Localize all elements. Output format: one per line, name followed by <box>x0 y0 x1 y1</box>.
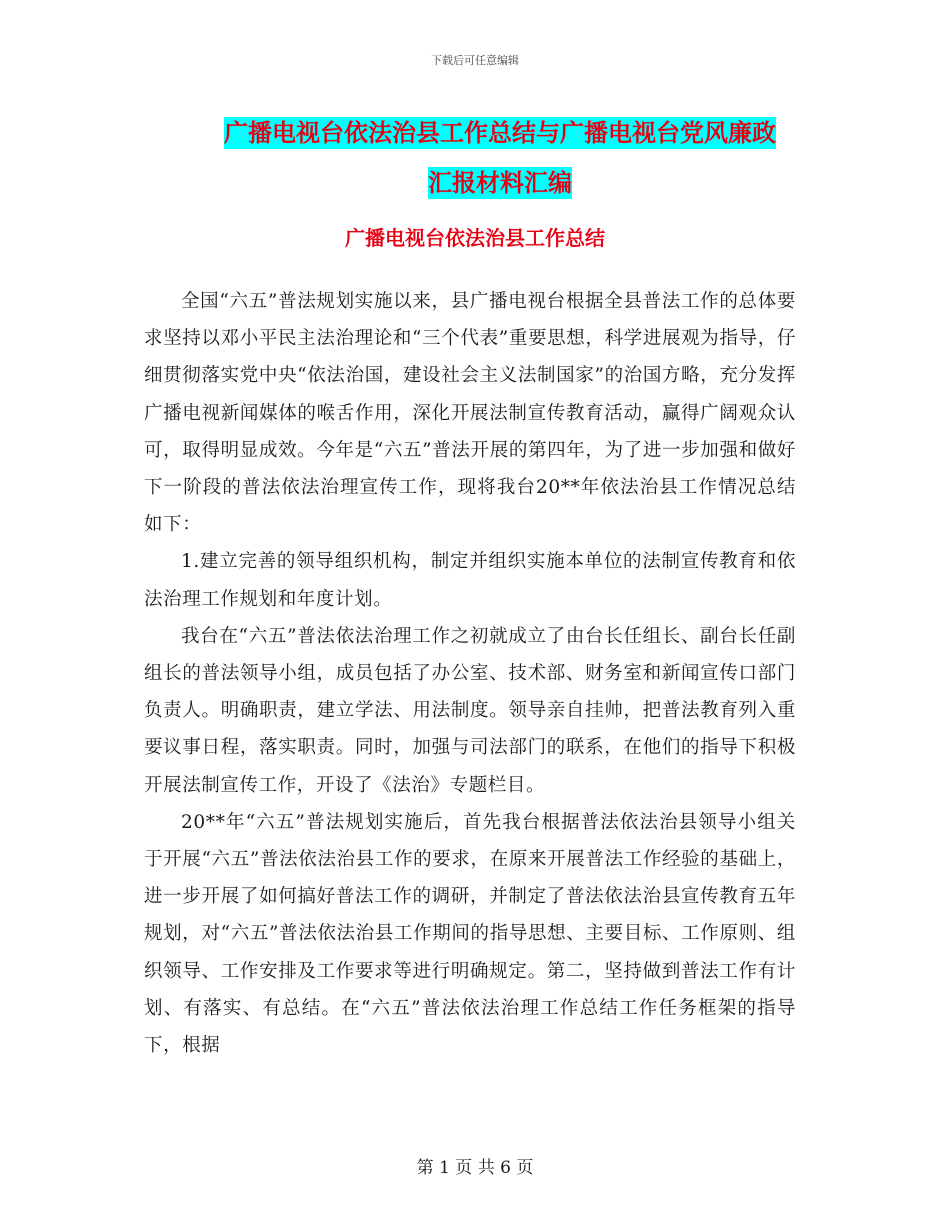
section-heading: 广播电视台依法治县工作总结 <box>345 226 605 250</box>
title-line-1: 广播电视台依法治县工作总结与广播电视台党风廉政 <box>224 119 776 147</box>
page-number: 第 1 页 共 6 页 <box>416 1158 534 1178</box>
paragraph: 1.建立完善的领导组织机构，制定并组织实施本单位的法制宣传教育和依法治理工作规划和年度计划。 <box>144 551 796 610</box>
title-line-2: 汇报材料汇编 <box>428 169 572 197</box>
document-title <box>120 108 880 208</box>
page-header-note: 下载后可任意编辑 <box>431 54 519 67</box>
paragraph: 全国“六五”普法规划实施以来，县广播电视台根据全县普法工作的总体要求坚持以邓小平民主法治理论和“三个代表”重要思想，科学进展观为指导，仔细贯彻落实党中央“依法治国，建设社会主义法制国家”的治国方略，充分发挥广播电视新闻媒体的喉舌作用，深化开展法制宣传教育活动，赢得广阔观众认可，取得明显成效。今年是“六五”普法开展的第四年，为了进一步加强和做好下一阶段的普法依法治理宣传工作，现将我台20**年依法治县工作情况总结如下： <box>144 291 796 536</box>
paragraph: 20**年“六五”普法规划实施后，首先我台根据普法依法治县领导小组关于开展“六五”普法依法治县工作的要求，在原来开展普法工作经验的基础上，进一步开展了如何搞好普法工作的调研，并制定了普法依法治县宣传教育五年规划，对“六五”普法依法治县工作期间的指导思想、主要目标、工作原则、组织领导、工作安排及工作要求等进行明确规定。第二，坚持做到普法工作有计划、有落实、有总结。在“六五”普法依法治理工作总结工作任务框架的指导下，根据 <box>144 811 796 1057</box>
body-text <box>144 283 796 1064</box>
paragraph: 我台在“六五”普法依法治理工作之初就成立了由台长任组长、副台长任副组长的普法领导小组，成员包括了办公室、技术部、财务室和新闻宣传口部门负责人。明确职责，建立学法、用法制度。领导亲自挂帅，把普法教育列入重要议事日程，落实职责。同时，加强与司法部门的联系，在他们的指导下积极开展法制宣传工作，开设了《法治》专题栏目。 <box>144 625 796 796</box>
